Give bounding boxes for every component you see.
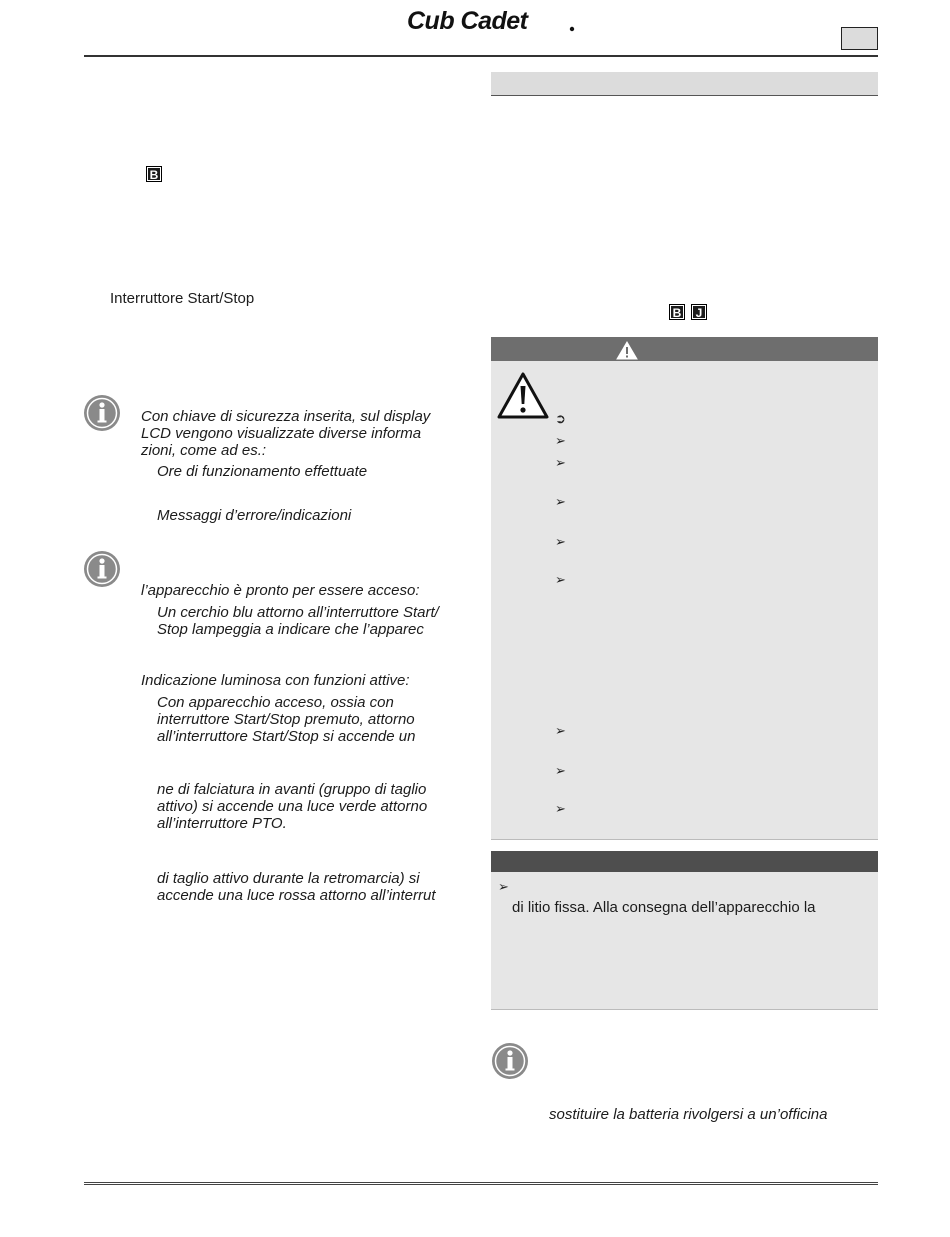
bullet-arrow-icon: ➢ <box>555 455 566 470</box>
note-line: di litio fissa. Alla consegna dell’apparecchio la <box>512 899 816 916</box>
footer-rule <box>84 1182 878 1185</box>
cub-cadet-logo <box>405 6 577 34</box>
note-header <box>491 851 878 872</box>
active-p1-line: interruttore Start/Stop premuto, attorno <box>157 711 415 728</box>
warning-icon <box>616 341 638 360</box>
active-paragraph-2 <box>157 781 427 832</box>
header-rule <box>84 55 878 57</box>
active-p1-line: all’interruttore Start/Stop si accende un <box>157 728 416 745</box>
active-p2-line: attivo) si accende una luce verde attorno <box>157 798 428 815</box>
info2-sub <box>157 604 439 638</box>
active-p2-line: ne di falciatura in avanti (gruppo di taglio <box>157 781 427 798</box>
warning-box <box>491 337 878 840</box>
info2-sub-line: Un cerchio blu attorno all’interruttore Start/ <box>157 604 439 621</box>
info-icon <box>83 394 121 432</box>
active-p3-line: di taglio attivo durante la retromarcia) si <box>157 870 420 887</box>
section-heading-bar <box>491 72 878 96</box>
bullet-arrow-icon: ➢ <box>555 494 566 509</box>
bullet-arrow-icon: ➢ <box>498 879 509 894</box>
active-heading: Indicazione luminosa con funzioni attive: <box>141 672 410 689</box>
note-box <box>491 851 878 1010</box>
active-p2-line: all’interruttore PTO. <box>157 815 287 832</box>
bullet-arrow-icon: ➢ <box>555 763 566 778</box>
info1-item-hours: Ore di funzionamento effettuate <box>157 463 368 480</box>
bullet-arrow-icon: ➢ <box>555 723 566 738</box>
active-p3-line: accende una luce rossa attorno all’interrut <box>157 887 436 904</box>
bullet-arrow-icon: ➢ <box>555 801 566 816</box>
info1-item-errors: Messaggi d’errore/indicazioni <box>157 507 352 524</box>
active-p1-line: Con apparecchio acceso, ossia con <box>157 694 394 711</box>
figure-marker-b: B <box>146 166 162 182</box>
active-paragraph-1 <box>157 694 415 745</box>
brand-logo-text: Cub Cadet <box>407 7 528 34</box>
bullet-arrow-icon: ➢ <box>555 433 566 448</box>
info-icon <box>491 1042 529 1080</box>
info1-text <box>141 408 430 459</box>
figure-marker-b: B <box>669 304 685 320</box>
page-number-box <box>841 27 878 50</box>
info-bottom-line: sostituire la batteria rivolgersi a un’officina <box>549 1106 828 1123</box>
active-paragraph-3 <box>157 870 436 904</box>
warning-triangle-icon <box>497 372 549 419</box>
info1-line: Con chiave di sicurezza inserita, sul display <box>141 408 431 425</box>
info-icon <box>83 550 121 588</box>
info2-line: l’apparecchio è pronto per essere acceso: <box>141 582 420 599</box>
info2-sub-line: Stop lampeggia a indicare che l’apparec <box>157 621 424 638</box>
warning-header <box>491 337 878 361</box>
bullet-arrow-icon: ➢ <box>555 534 566 549</box>
info1-line: LCD vengono visualizzate diverse informa <box>141 425 422 442</box>
action-arrow-icon: ➲ <box>555 411 566 426</box>
start-stop-label: Interruttore Start/Stop <box>110 290 255 307</box>
figure-marker-j: J <box>691 304 707 320</box>
bullet-arrow-icon: ➢ <box>555 572 566 587</box>
info1-line: zioni, come ad es.: <box>141 442 267 459</box>
